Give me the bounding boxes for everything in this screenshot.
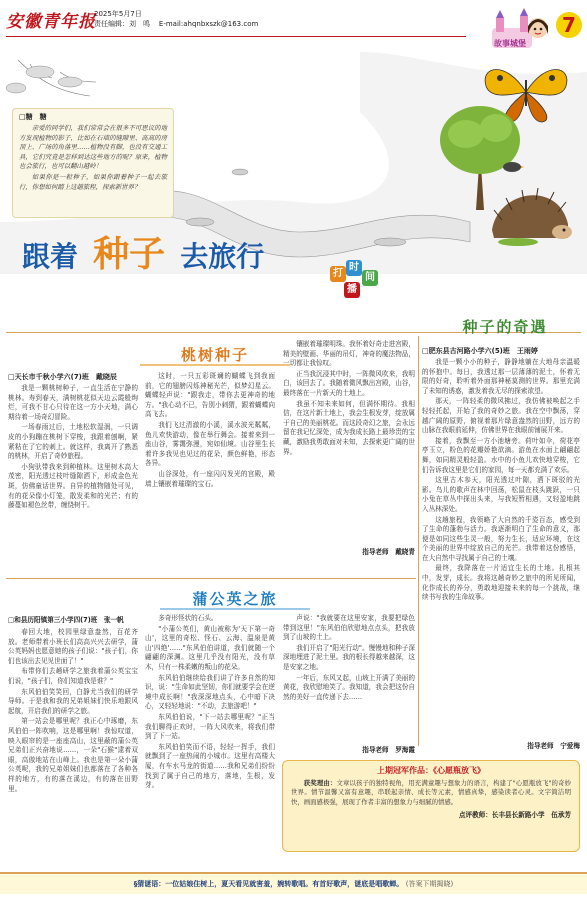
- pugongying-paragraph: "小蒲公英们，黄山被称为'天下第一奇山'，这里的奇松、怪石、云海、温泉是黄山'四绝'……"东风伯伯讲道，我们就随一个翩翩的深渊。这里几乎没有阳光，没有草木，只有一株柔嫩的叛山的花朵。: [145, 624, 275, 671]
- intro-paragraph: 如果你是一粒种子，如果你跟着种子一起去旅行，你想如何踏上这趟旅程，探索新世界？: [19, 172, 167, 191]
- qiyu-paragraph: 我是一颗小小的种子，静静地躺在大地母亲温暖的怀抱中。每日，我透过那一层薄薄的泥土，怀着无限的好奇，聆听着外面那神秘莫测的世界。那里充满了未知的诱惑，激发着我无尽的探索欲望。: [422, 358, 580, 395]
- award-reviewer: 点评教师：长丰县长新路小学 伍承芳: [458, 811, 571, 820]
- taohua-paragraph: 小狗驮带我来到种植林。这里树木高大茂密，阳光透过枝叶缝隙洒下，形成金色光斑，仿佛童话世界。自异的植物随处可见，有的花朵像小灯笼，散发柔和的光芒；有的藤蔓如褪色丝带，缠绕树干。: [8, 462, 138, 510]
- pugongying-teacher: 指导老师 罗海霞: [362, 746, 415, 754]
- qiyu-paragraph: 这里古木参天，阳光透过叶隙，洒下斑驳的光影。鸟儿的歌声在林中回荡，松鼠在枝头跳跃，一只小兔在草丛中探出头来，与我短暂相遇，又轻盈地跳入丛林深处。: [422, 476, 580, 513]
- header-rule: [6, 36, 466, 37]
- intro-box: [12, 108, 174, 218]
- taohua-paragraph: 镶嵌着璀璨明珠。我怀着好奇走进宫殿，精美的壁画、华丽的吊灯，神奇的魔法物品，一切都让我惊叹。: [283, 340, 415, 368]
- story-time-badge: [328, 260, 380, 306]
- taohua-title-underline: [140, 364, 290, 366]
- bird-icon: [500, 158, 524, 174]
- article-title-taohua: 桃树种子: [180, 346, 249, 364]
- page-number: [556, 12, 582, 38]
- taohua-paragraph: 这时，一只五彩斑斓的蝴蝶飞到我面前，它的翅膀闪烁神秘光芒，似梦幻星云。蝴蝶轻声说："跟我走，带你去更神奇的地方。"我心动不已，告别小刺猬，跟着蝴蝶向高飞去。: [145, 372, 275, 419]
- taohua-paragraph: 正当我沉浸其中时，一阵微风吹来，我明白，该回去了。我随着微风飘出宫殿，山谷，最终落在一片新天的土地上。: [283, 369, 415, 397]
- pugongying-paragraph: 第一站会是哪里呢？我正心中琢磨，东风伯伯一阵吹响，这是哪里啊！我惊叹道，映入眼帘的是一座座高山，这里蔽的蒲公英兄弟们正兴奋地说……，一朵"石猴"逮着双眼，高傲地站在山峰上。我也是第一朵小蒲公英呢，我的兄弟姐妹们也都落在了各种各样的地方，有的落在溪边，有的落在田野里。: [8, 717, 138, 793]
- masthead: [6, 7, 98, 35]
- taohua-paragraph: 山谷深处，有一座闪闪发光的宫殿，殿墙上镶嵌着璀璨的宝石。: [145, 469, 275, 488]
- article-title-qiyu: 种子的奇遇: [462, 318, 548, 336]
- masthead-title: 安徽青年报: [6, 12, 96, 32]
- hedgehog-icon: [488, 180, 574, 250]
- pugongying-col1: [8, 628, 138, 856]
- taohua-paragraph: 我虽不知未来如何，但满怀期待。我相信，在这片新土地上，我会生根发芽，绽放属于自己的美丽桃花。而这段奇幻之旅，会永远留在我记忆深处，成为我成长路上最珍贵的宝藏，激励我勇敢面对未知，去探索更广阔的世界。: [283, 399, 415, 456]
- intro-author: □糖 糖: [19, 113, 47, 121]
- badge-char: 间: [362, 270, 378, 286]
- taohua-col1: [8, 384, 138, 584]
- qiyu-paragraph: 最终，我降落在一片适宜生长的土地。扎根其中，发芽，成长。我将这趟奇妙之旅中的所见所闻，化作成长的养分，勇敢地迎接未来的每一个挑战，继续书写我的生命故事。: [422, 564, 580, 602]
- award-title: 上期冠军作品：《心愿瓶放飞》: [377, 766, 485, 775]
- qiyu-paragraph: 接着，我飘至一方小池塘旁。荷叶如伞，荷花亭亭玉立，粉色的花瓣娇艳欲滴。游鱼在水面上翩翩起舞，如同精灵般轻盈。水中的小鱼儿欢快地穿梭，它们告诉我这里是它们的家园，每一天都充满了欢乐。: [422, 436, 580, 474]
- taohua-byline: □天长市千秋小学六(7)班 戴晓辰: [8, 373, 117, 381]
- taohua-teacher: 指导老师 戴晓青: [362, 548, 415, 556]
- qiyu-paragraph: 这趟旅程，我领略了大自然的千姿百态，感受到了生命的蓬勃与活力。我逐渐明白了生命的意义，那便是如同这些生灵一般，努力生长，适应环境，在这个美丽的世界中绽放自己的光芒。我带着这份感悟，在大自然中寻找属于自己的土壤。: [422, 515, 580, 562]
- taohua-col3: [283, 340, 415, 552]
- riddle-answer-note: (答案下期揭晓): [405, 880, 454, 888]
- article-title-pugongying: 蒲公英之旅: [192, 590, 278, 608]
- section-divider: [6, 578, 416, 579]
- pugongying-paragraph: 多奇形怪状的石头。: [158, 614, 218, 622]
- pugongying-paragraph: 一年后，东风又起，山坡上开满了美丽的黄花，我欣慰地笑了。我知道，我会把这份自然的美好一直传递下去……: [283, 673, 415, 701]
- intro-paragraph: 亲爱的同学们，我们常常会在很多不可思议的地方发现植物的影子，比如在石墙的缝隙里、高高的房顶上、广场的角落里……植物没有脚，也没有交通工具，它们究竟是怎样到达这些地方的呢？原来，植物也会旅行，也可以翻山越岭！: [19, 124, 167, 171]
- intro-text: [19, 124, 167, 192]
- main-title-part3: 去旅行: [180, 240, 265, 273]
- main-title-part2: 种子: [93, 233, 166, 275]
- taohua-col2: [145, 372, 275, 584]
- taohua-paragraph: 一场春雨过后，土地松软湿润，一只调皮的小狗蹦在桃树下穿梭，我跟着刨啊，紧紧粘在了它的刺上。就这样，我离开了熟悉的桃林，开启了奇妙旅程。: [8, 423, 138, 461]
- award-reason-text: 文章以孩子的独特视角，用充满童趣与想象力的语言，构建了"心愿瓶放飞"的奇妙世界。情节温馨又富有意趣，串联起亲情、成长等元素，情感真挚，感染读者心灵。文字简洁明快，画面感极强，展现了作者丰富的想象力与细腻的情感。: [291, 779, 571, 806]
- qiyu-teacher: 指导老师 宁爱梅: [527, 742, 580, 750]
- pugongying-paragraph: 东风伯伯笑笑回，白静尤当我们的研学导师。于是我和我的兄弟姐妹们快乐地跟风起航，开启我们的研学之旅。: [8, 687, 138, 715]
- taohua-paragraph: 我们飞过清澈的小溪，溪水波光粼粼，鱼儿欢快游动，像在举行舞会。接着来到一座山谷，雾霭弥漫，宛如仙境。山谷里生长着许多我见也见过的花朵，颜色鲜艳，形态各异。: [145, 420, 275, 468]
- editor-credit: 责任编辑：刘 鸣: [94, 20, 150, 28]
- pugongying-paragraph: 东风伯伯说，"下一站去哪里呢？"正当我们聊得正欢时，一阵大风吹来，将我们带到了下一站。: [145, 712, 275, 741]
- footer-bar: [0, 872, 587, 894]
- pugongying-paragraph: 我们开启了"阳光行动"。慢慢地和种子深深地埋进了泥土里。我的根长得越来越深，这是安家之地。: [283, 643, 415, 671]
- column-divider: [418, 336, 419, 746]
- column-name: 故事城堡: [494, 39, 526, 48]
- main-title-part1: 跟着: [22, 240, 79, 273]
- pugongying-paragraph: 声说："我就要在这里安家，我要把绿色带到这里！"东风伯伯欣慰地点点头，把我放到了山坡的土上。: [283, 614, 415, 642]
- badge-char: 打: [330, 266, 346, 282]
- award-box: [282, 760, 580, 852]
- qiyu-text: [422, 358, 580, 738]
- pugongying-paragraph: 东风伯伯继续给我们讲了许多自然的知识，说："生命如此坚韧，你们就要学会在逆境中成长啊！"我深深地点头，心中暗下决心，又轻轻地说："不动，去旅游吧！": [145, 673, 275, 711]
- qiyu-byline: □肥东县古河路小学六(5)班 王雨婷: [422, 347, 538, 355]
- pugongying-paragraph: 布带你们去趟研学之旅我着蒲公英宝宝们说，"孩子们，你们知道我是谁？": [8, 667, 138, 685]
- footer-riddle: [0, 874, 587, 894]
- page-number-label: 7: [562, 13, 576, 37]
- award-prefix: 获奖理由：: [303, 779, 337, 787]
- issue-date: 2025年5月7日: [94, 10, 142, 18]
- badge-char: 时: [346, 260, 362, 276]
- email-address: E-mail:ahqnbxszk@163.com: [158, 20, 259, 28]
- main-title: [22, 226, 264, 277]
- qiyu-paragraph: 那天，一阵轻柔的微风拂过，我仿佛被唤起之手轻轻托起，开始了我的奇妙之旅。我在空中飘荡，穿越广阔的原野，俯视着那片绿意盎然的田野，远方的山脉在我眼前延伸，仿佛世界在我眼前铺展开来。: [422, 397, 580, 435]
- pugongying-paragraph: 春回大地，校园里绿意盎然，百花齐放。老师带着小班长们高高兴兴去研学，蒲公英妈妈也愿意她的孩子们说："孩子们，你们也该出去见见世面了！": [8, 628, 138, 665]
- column-logo: [490, 8, 550, 56]
- award-reason: [291, 779, 571, 807]
- taohua-paragraph: 我是一颗桃树种子，一直生活在宁静的桃林。寿到春天，满树桃花似天边云霞般绚烂，可我不甘心只待在这一方小天地，满心期待着一场奇幻冒险。: [8, 384, 138, 421]
- pugongying-col3: [283, 614, 415, 742]
- header-info: [94, 9, 258, 29]
- badge-char: 播: [344, 282, 360, 298]
- pugongying-title-underline: [160, 608, 310, 610]
- pugongying-col2: [145, 614, 275, 856]
- pugongying-byline: □和县历阳镇第三小学四(7)班 张一帆: [8, 616, 124, 624]
- pugongying-paragraph: 东风伯伯笑而不语，轻轻一挥手，我们就飘到了一座热闹的小城市。这里有高楼大厦，有车水马龙的街道……我和兄弟们纷纷找到了属于自己的地方，落地，生根，发芽。: [145, 742, 275, 790]
- riddle-text: §猜谜语：一位姑娘住树上，夏天看见就害羞，婉转歌唱。有首好歌声，谜底是唱歌蝉。: [133, 880, 404, 888]
